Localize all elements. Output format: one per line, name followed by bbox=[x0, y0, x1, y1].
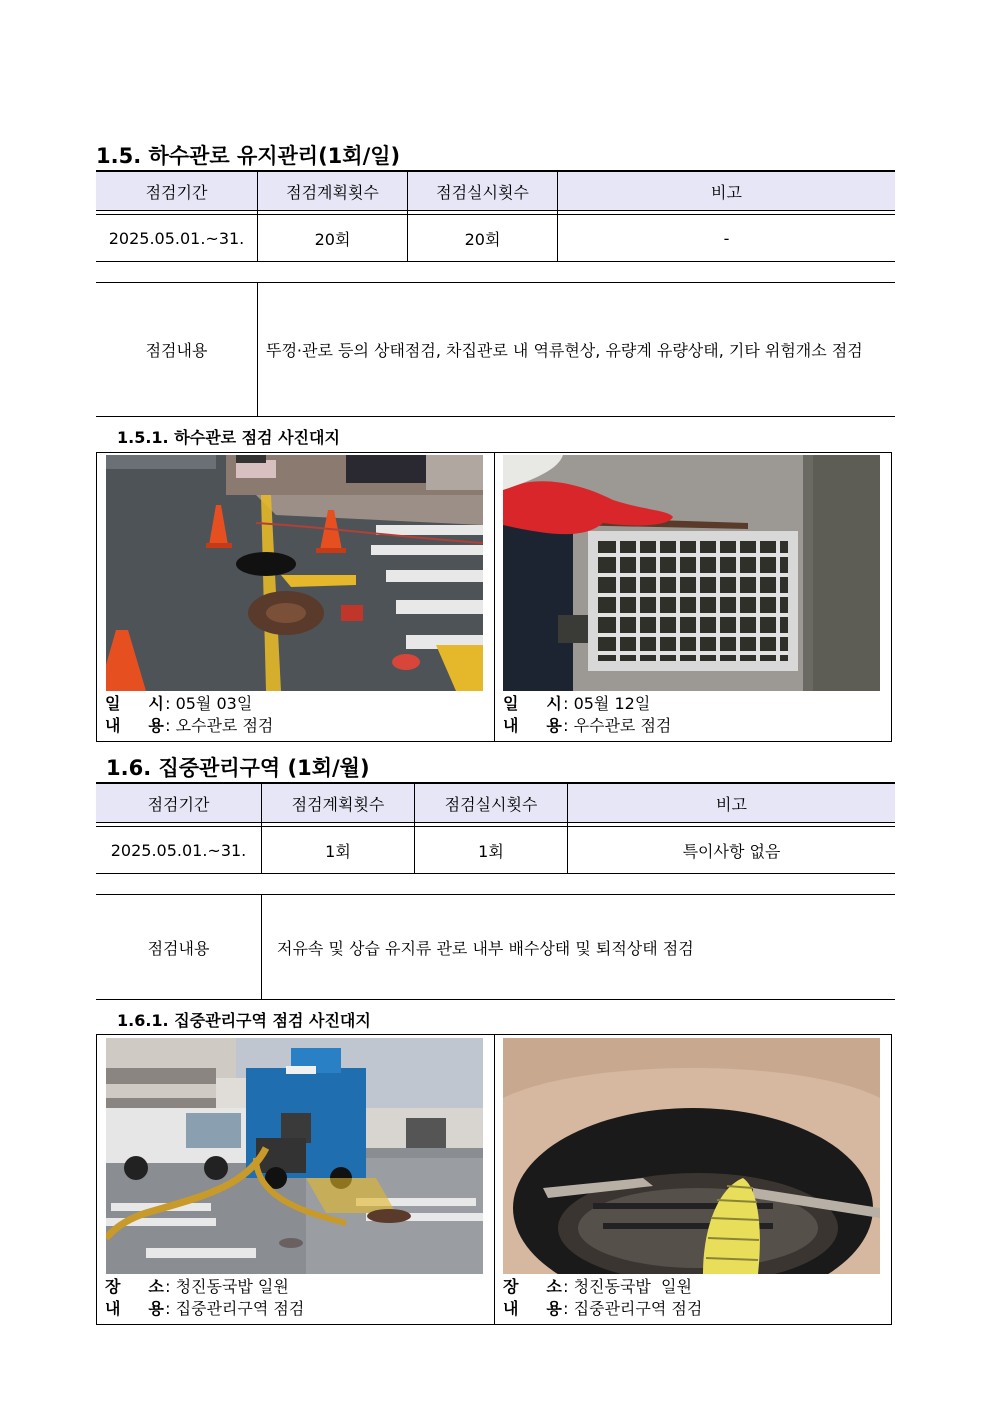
photo-grate bbox=[503, 455, 880, 691]
photo-manhole-road bbox=[106, 455, 483, 691]
caption-content-3: 집중관리구역 점검 bbox=[175, 1299, 305, 1318]
header-period: 점검기간 bbox=[96, 171, 258, 211]
cell-period: 2025.05.01.~31. bbox=[96, 215, 258, 262]
photo-manhole-inside bbox=[503, 1038, 880, 1274]
content-table-1-5 bbox=[96, 282, 895, 417]
section-title-1-6-1: 1.6.1. 집중관리구역 점검 사진대지 bbox=[117, 1011, 371, 1030]
header-done: 점검실시횟수 bbox=[408, 171, 558, 211]
caption-date-1: 05월 03일 bbox=[175, 694, 253, 713]
content-value: 저유속 및 상습 유지류 관로 내부 배수상태 및 퇴적상태 점검 bbox=[262, 895, 896, 1000]
photo-board-1-5-1 bbox=[96, 452, 892, 742]
caption-photo-4: 장 소 : 청진동국밥 일원 내 용 : 집중관리구역 점검 bbox=[503, 1277, 703, 1318]
cell-planned: 20회 bbox=[258, 215, 408, 262]
caption-place-3: 청진동국밥 일원 bbox=[175, 1277, 289, 1296]
caption-photo-1: 일 시 : 05월 03일 내 용 : 오수관로 점검 bbox=[105, 694, 274, 735]
section-title-1-6: 1.6. 집중관리구역 (1회/월) bbox=[106, 756, 370, 780]
caption-content-2: 우수관로 점검 bbox=[573, 716, 672, 735]
header-planned: 점검계획횟수 bbox=[262, 783, 415, 823]
cell-note: - bbox=[558, 215, 896, 262]
photo-board-1-6-1 bbox=[96, 1034, 892, 1325]
content-value: 뚜껑·관로 등의 상태점검, 차집관로 내 역류현상, 유량계 유량상태, 기타 위험개소 점검 bbox=[258, 283, 896, 417]
header-period: 점검기간 bbox=[96, 783, 262, 823]
caption-photo-3: 장 소 : 청진동국밥 일원 내 용 : 집중관리구역 점검 bbox=[105, 1277, 305, 1318]
content-table-1-6 bbox=[96, 894, 895, 1000]
section-title-1-5-1: 1.5.1. 하수관로 점검 사진대지 bbox=[117, 428, 340, 447]
caption-place-4: 청진동국밥 일원 bbox=[573, 1277, 692, 1296]
section-title-1-5: 1.5. 하수관로 유지관리(1회/일) bbox=[96, 144, 401, 168]
caption-date-2: 05월 12일 bbox=[573, 694, 651, 713]
schedule-table-1-6 bbox=[96, 782, 895, 874]
caption-content-1: 오수관로 점검 bbox=[175, 716, 274, 735]
cell-done: 1회 bbox=[415, 827, 568, 874]
cell-note: 특이사항 없음 bbox=[568, 827, 896, 874]
header-note: 비고 bbox=[568, 783, 896, 823]
header-done: 점검실시횟수 bbox=[415, 783, 568, 823]
caption-photo-2: 일 시 : 05월 12일 내 용 : 우수관로 점검 bbox=[503, 694, 672, 735]
header-planned: 점검계획횟수 bbox=[258, 171, 408, 211]
photo-vacuum-truck bbox=[106, 1038, 483, 1274]
cell-done: 20회 bbox=[408, 215, 558, 262]
content-label: 점검내용 bbox=[96, 283, 258, 417]
content-label: 점검내용 bbox=[96, 895, 262, 1000]
header-note: 비고 bbox=[558, 171, 896, 211]
schedule-table-1-5 bbox=[96, 170, 895, 262]
cell-planned: 1회 bbox=[262, 827, 415, 874]
caption-content-4: 집중관리구역 점검 bbox=[573, 1299, 703, 1318]
cell-period: 2025.05.01.~31. bbox=[96, 827, 262, 874]
